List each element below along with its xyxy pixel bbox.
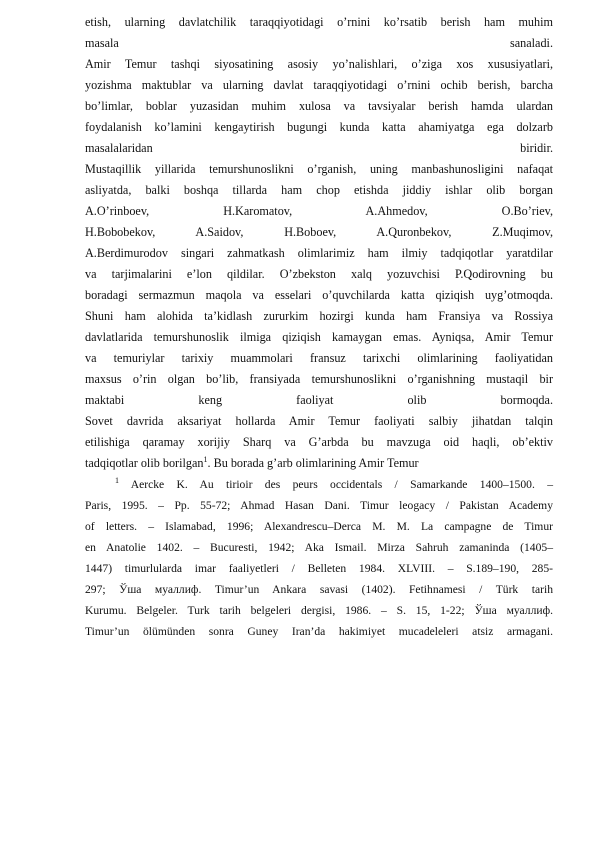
text-line: boradagi sermazmun maqola va esselari o’quvchilarda katta qiziqish uyg’otmoqda.: [85, 288, 553, 302]
footnote-text: Aercke K. Au tirioir des peurs occidentals / Samarkande 1400–1500. –: [130, 478, 553, 491]
footnote-line: Kurumu. Belgeler. Turk tarih belgeleri dergisi, 1986. – S. 15, 1-22; Ўша муаллиф.: [85, 604, 553, 617]
text-line: foydalanish ko’lamini kengaytirish bugungi kunda katta ahamiyatga ega dolzarb: [85, 120, 553, 134]
text-line: va tarjimalarini e’lon qildilar. O’zbekston xalq yozuvchisi P.Qodirovning bu: [85, 267, 553, 281]
text-line: Sovet davrida aksariyat hollarda Amir Temur faoliyati salbiy jihatdan talqin: [85, 414, 553, 428]
document-page: [85, 12, 553, 642]
text-line: asliyatda, balki boshqa tillarda ham chop etishda jiddiy ishlar olib borgan: [85, 183, 553, 197]
text-line: H.Bobobekov, A.Saidov, H.Boboev, A.Quronbekov, Z.Muqimov,: [85, 225, 553, 239]
footnote-line: [85, 474, 553, 495]
footnote-marker: 1: [115, 476, 119, 486]
text-line: davlatlarida temurshunoslik ilmiga qiziqish kamaygan emas. Ayniqsa, Amir Temur: [85, 330, 553, 344]
text-line: masala sanaladi.: [85, 36, 553, 50]
text-line: masalalaridan biridir.: [85, 141, 553, 155]
text-fragment: tadqiqotlar olib borilgan: [85, 456, 204, 470]
footnote-line: 297; Ўша муаллиф. Timur’un Ankara savasi (1402). Fetihnamesi / Türk tarih: [85, 583, 553, 596]
text-line: maxsus o’rin olgan bo’lib, fransiyada temurshunoslikni o’rganishning mustaqil bir: [85, 372, 553, 386]
footnote-line: Timur’un ölümünden sonra Guney Iran’da hakimiyet mucadeleleri atsiz armagani.: [85, 625, 553, 638]
text-fragment: . Bu borada g’arb olimlarining Amir Temur: [207, 456, 419, 470]
text-line: va temuriylar tarixiy muammolari fransuz tarixchi olimlarining faoliyatidan: [85, 351, 553, 365]
text-line: bo’limlar, boblar yuzasidan muhim xulosa va tavsiyalar berish hamda ulardan: [85, 99, 553, 113]
body-text: [85, 12, 553, 474]
footnote-line: of letters. – Islamabad, 1996; Alexandrescu–Derca M. M. La campagne de Timur: [85, 520, 553, 533]
text-line: A.Berdimurodov singari zahmatkash olimlarimiz ham ilmiy tadqiqotlar yaratdilar: [85, 246, 553, 260]
footnote-line: 1447) timurlularda imar faaliyetleri / Belleten 1984. XLVIII. – S.189–190, 285-: [85, 562, 553, 575]
footnote-reference[interactable]: 1: [203, 454, 208, 464]
text-line-with-footnote-ref: [85, 453, 553, 474]
footnote-line: Paris, 1995. – Pp. 55-72; Ahmad Hasan Dani. Timur leogacy / Pakistan Academy: [85, 499, 553, 512]
text-line: Shuni ham alohida ta’kidlash zururkim hozirgi kunda ham Fransiya va Rossiya: [85, 309, 553, 323]
text-line: Amir Temur tashqi siyosatining asosiy yo’nalishlari, o’ziga xos xususiyatlari,: [85, 57, 553, 71]
text-line: yozishma maktublar va ularning davlat taraqqiyotidagi o’rnini ochib berish, barcha: [85, 78, 553, 92]
footnote-line: en Anatolie 1402. – Bucuresti, 1942; Aka Ismail. Mirza Sahruh zamaninda (1405–: [85, 541, 553, 554]
text-line: etilishiga qaramay xorijiy Sharq va G’arbda bu mavzuga oid haqli, ob’ektiv: [85, 435, 553, 449]
text-line: A.O’rinboev, H.Karomatov, A.Ahmedov, O.Bo’riev,: [85, 204, 553, 218]
text-line: Mustaqillik yillarida temurshunoslikni o’rganish, uning manbashunosligini nafaqat: [85, 162, 553, 176]
footnote: [85, 474, 553, 642]
text-line: maktabi keng faoliyat olib bormoqda.: [85, 393, 553, 407]
text-line: etish, ularning davlatchilik taraqqiyotidagi o’rnini ko’rsatib berish ham muhim: [85, 15, 553, 29]
